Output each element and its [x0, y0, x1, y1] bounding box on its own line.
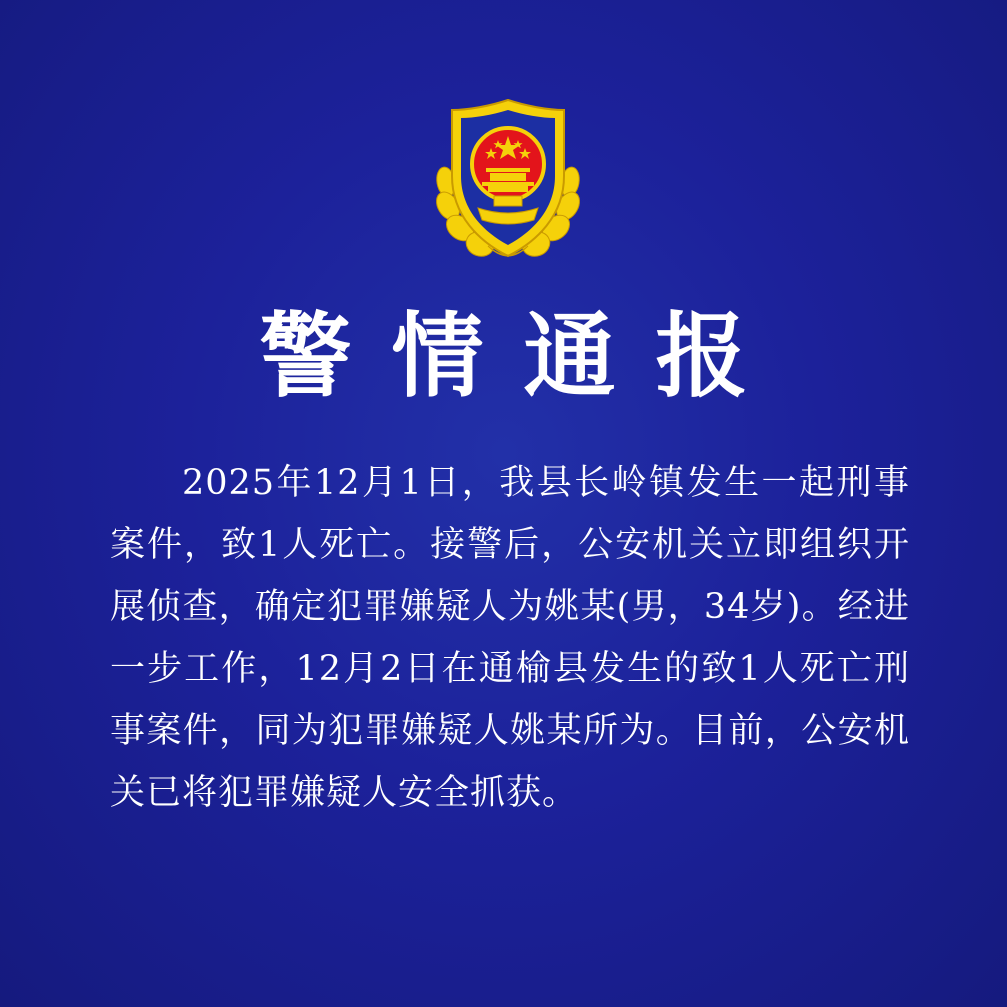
notice-body: 2025年12月1日，我县长岭镇发生一起刑事案件，致1人死亡。接警后，公安机关立即组织开展侦查，确定犯罪嫌疑人为姚某(男，34岁)。经进一步工作，12月2日在通榆县发生的致1人死亡刑事案件，同为犯罪嫌疑人姚某所为。目前，公安机关已将犯罪嫌疑人安全抓获。: [110, 463, 910, 813]
notice-title: 警情通报: [259, 302, 788, 410]
police-emblem-icon: [428, 96, 588, 268]
